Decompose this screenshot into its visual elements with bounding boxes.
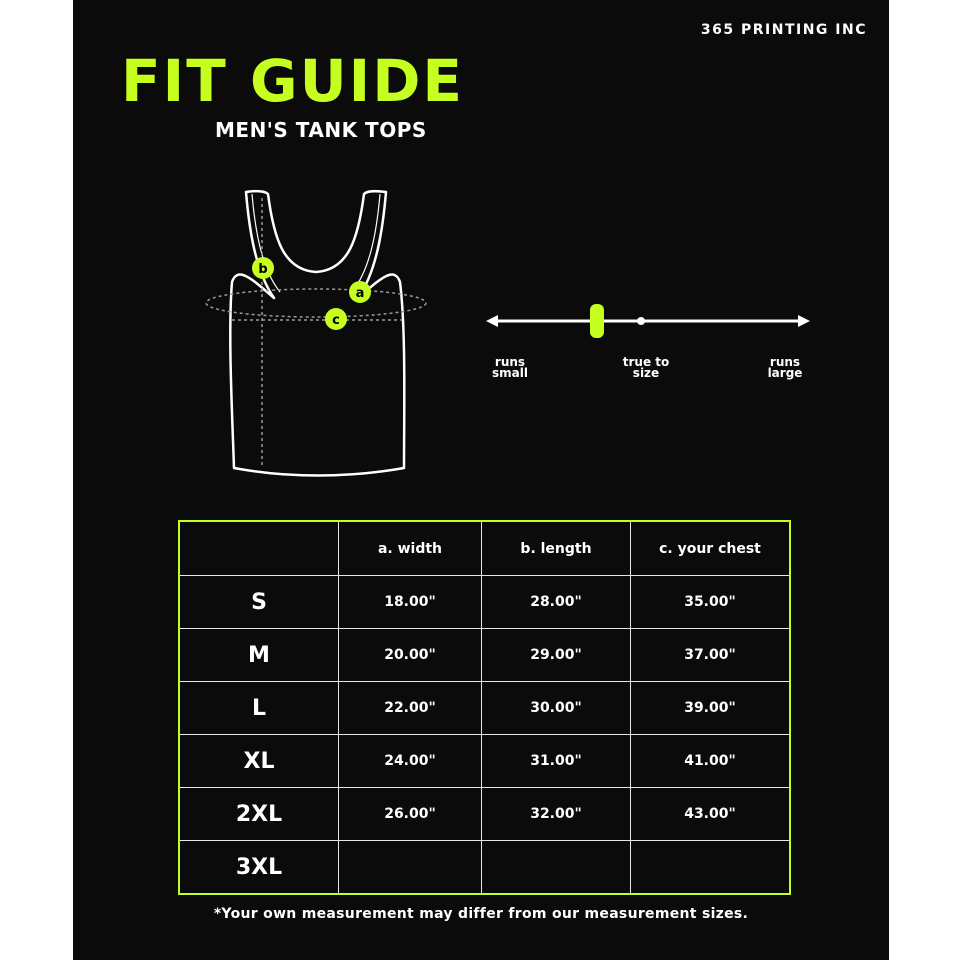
marker-a-text: a [355, 286, 365, 301]
length-cell: 30.00" [482, 682, 631, 735]
width-cell: 20.00" [339, 629, 482, 682]
marker-a-dot [349, 281, 371, 303]
size-cell: 3XL [179, 841, 339, 895]
table-row [179, 629, 790, 682]
marker-c-text: c [332, 313, 340, 328]
width-cell: 26.00" [339, 788, 482, 841]
table-row [179, 841, 790, 895]
fit-scale [478, 290, 818, 350]
fit-guide-panel [73, 0, 889, 960]
scale-label-runs-small: runs small [492, 355, 528, 380]
chest-cell: 39.00" [631, 682, 791, 735]
size-cell: XL [179, 735, 339, 788]
chest-cell: 43.00" [631, 788, 791, 841]
arrow-left-icon [486, 315, 498, 327]
true-to-size-tick [637, 317, 645, 325]
length-cell: 32.00" [482, 788, 631, 841]
size-cell: L [179, 682, 339, 735]
width-cell: 22.00" [339, 682, 482, 735]
chest-cell: 41.00" [631, 735, 791, 788]
size-cell: 2XL [179, 788, 339, 841]
arrow-right-icon [798, 315, 810, 327]
page-title: FIT GUIDE [121, 47, 465, 115]
table-row [179, 735, 790, 788]
header-chest: c. your chest [631, 521, 791, 576]
chest-cell: 37.00" [631, 629, 791, 682]
size-cell: M [179, 629, 339, 682]
width-cell: 24.00" [339, 735, 482, 788]
width-cell: 18.00" [339, 576, 482, 629]
marker-b-dot [252, 257, 274, 279]
scale-label-true-to-size: true to size [622, 355, 670, 380]
footnote: *Your own measurement may differ from our measurement sizes. [213, 906, 749, 922]
table-header-row [179, 521, 790, 576]
fit-indicator [590, 304, 604, 338]
table-row [179, 682, 790, 735]
marker-c-dot [325, 308, 347, 330]
table-row [179, 788, 790, 841]
length-cell: 31.00" [482, 735, 631, 788]
header-width: a. width [339, 521, 482, 576]
table-row [179, 576, 790, 629]
length-cell: 28.00" [482, 576, 631, 629]
marker-b-text: b [258, 262, 268, 277]
scale-label-runs-large: runs large [767, 355, 803, 380]
size-table [178, 520, 791, 895]
chest-cell [631, 841, 791, 895]
length-cell: 29.00" [482, 629, 631, 682]
brand-name: 365 PRINTING INC [700, 22, 867, 38]
size-cell: S [179, 576, 339, 629]
header-size [179, 521, 339, 576]
header-length: b. length [482, 521, 631, 576]
length-cell [482, 841, 631, 895]
width-cell [339, 841, 482, 895]
page-subtitle: MEN'S TANK TOPS [215, 118, 427, 142]
chest-cell: 35.00" [631, 576, 791, 629]
